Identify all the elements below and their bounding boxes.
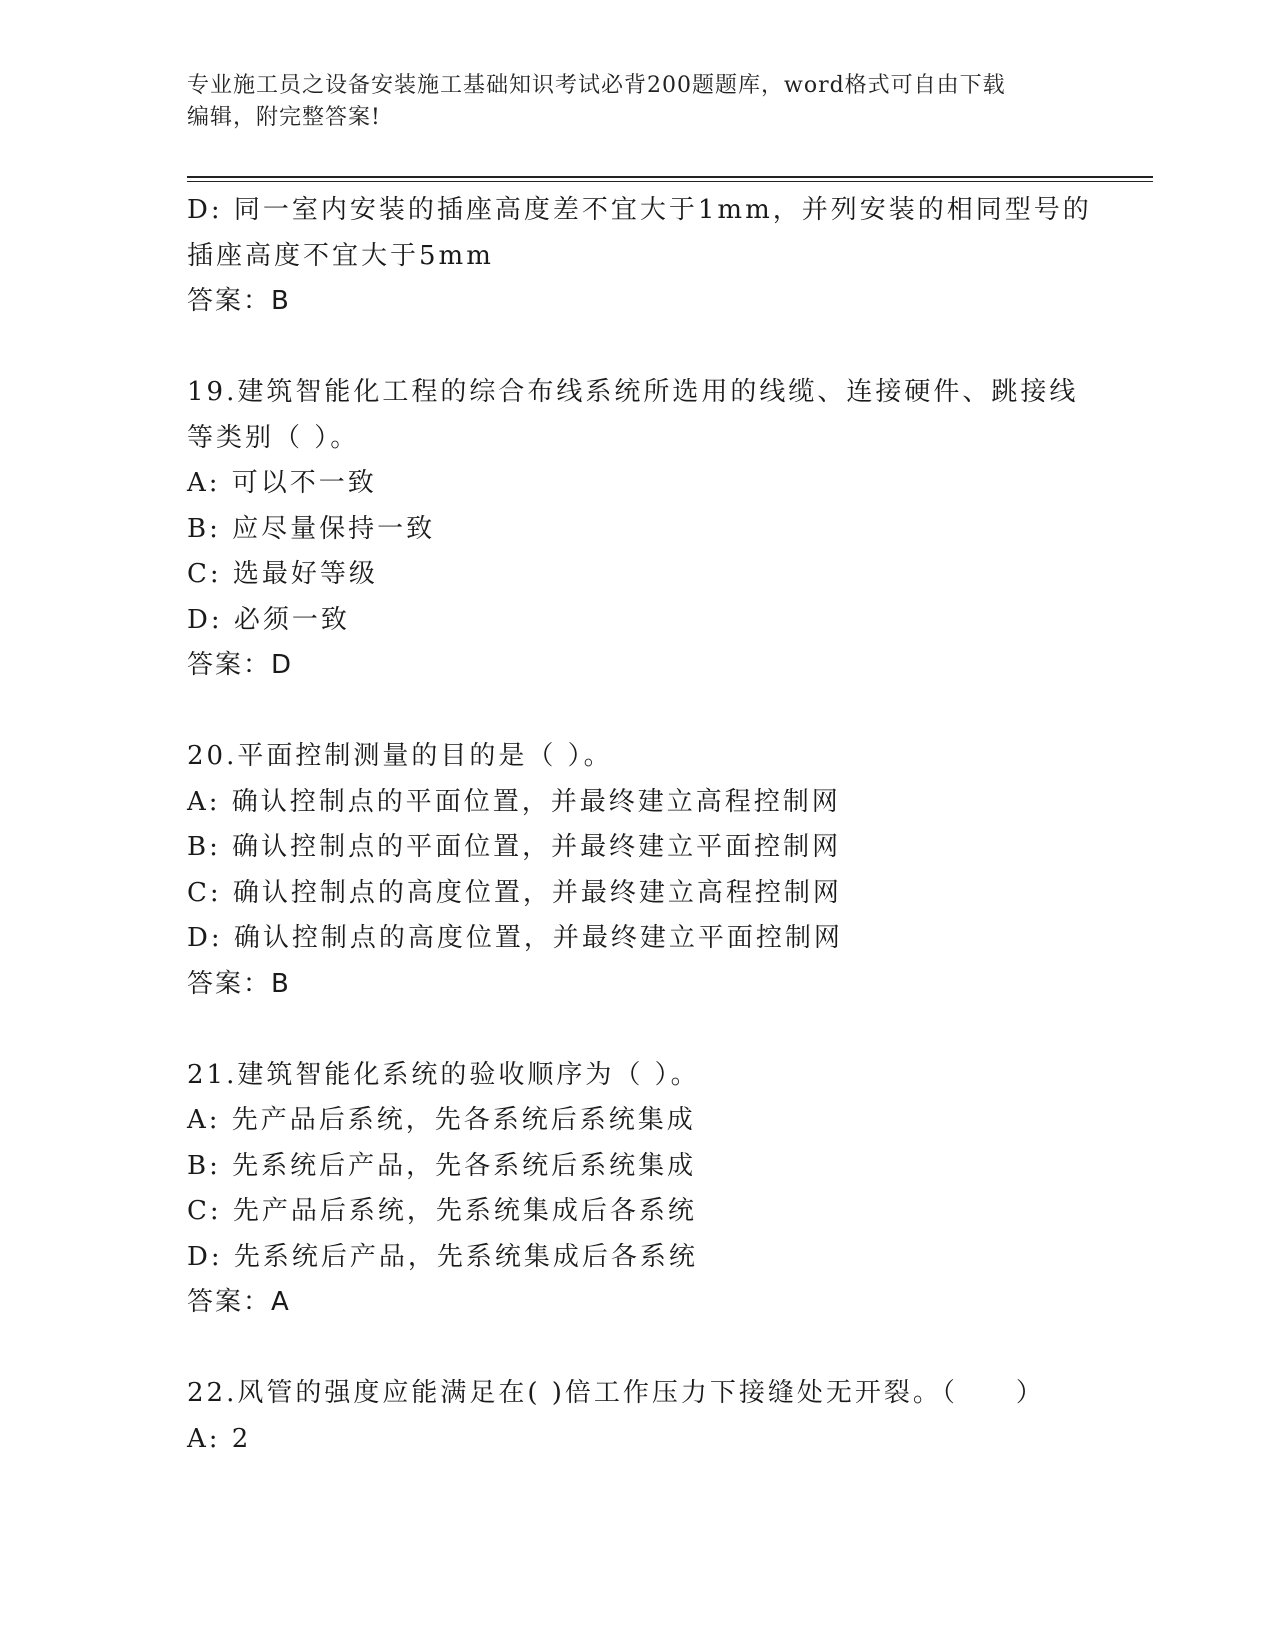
question-stem: 20.平面控制测量的目的是（ ）。 (187, 741, 613, 771)
question-18-tail (187, 188, 1092, 325)
option-a: A: 先产品后系统，先各系统后系统集成 (187, 1105, 696, 1135)
answer: 答案：B (187, 968, 291, 999)
header-divider-thin (187, 181, 1153, 182)
question-20 (187, 734, 1087, 1007)
option-d-continued: 插座高度不宜大于5mm (187, 240, 494, 271)
option-d: D: 确认控制点的高度位置，并最终建立平面控制网 (187, 923, 843, 953)
header-divider-thick (187, 176, 1153, 178)
option-a: A: 2 (187, 1423, 252, 1454)
question-19 (187, 370, 1087, 689)
question-stem: 22.风管的强度应能满足在( )倍工作压力下接缝处无开裂。（ ） (187, 1378, 1045, 1408)
question-stem: 21.建筑智能化系统的验收顺序为（ ）。 (187, 1059, 700, 1090)
answer: 答案：A (187, 1287, 291, 1317)
header-title-line1: 专业施工员之设备安装施工基础知识考试必背200题题库，word格式可自由下载 (187, 73, 1006, 98)
question-stem: 19.建筑智能化工程的综合布线系统所选用的线缆、连接硬件、跳接线 (187, 377, 1079, 407)
option-d: D: 同一室内安装的插座高度差不宜大于1mm，并列安装的相同型号的 (187, 195, 1092, 225)
option-c: C: 选最好等级 (187, 559, 378, 589)
option-a: A: 确认控制点的平面位置，并最终建立高程控制网 (187, 786, 841, 817)
question-content (187, 188, 1092, 1462)
answer: 答案：B (187, 286, 291, 316)
option-d: D: 必须一致 (187, 604, 350, 635)
page-header (187, 70, 1067, 134)
option-c: C: 先产品后系统，先系统集成后各系统 (187, 1196, 697, 1226)
option-b: B: 确认控制点的平面位置，并最终建立平面控制网 (187, 832, 842, 862)
question-21 (187, 1053, 1087, 1326)
header-title-line2: 编辑，附完整答案! (187, 105, 381, 130)
option-a: A: 可以不一致 (187, 468, 377, 498)
option-c: C: 确认控制点的高度位置，并最终建立高程控制网 (187, 877, 842, 908)
option-d: D: 先系统后产品，先系统集成后各系统 (187, 1241, 698, 1272)
option-b: B: 先系统后产品，先各系统后系统集成 (187, 1150, 697, 1181)
answer: 答案：D (187, 650, 294, 680)
question-22 (187, 1371, 1087, 1462)
option-b: B: 应尽量保持一致 (187, 513, 436, 544)
question-stem-continued: 等类别（ ）。 (187, 422, 360, 453)
